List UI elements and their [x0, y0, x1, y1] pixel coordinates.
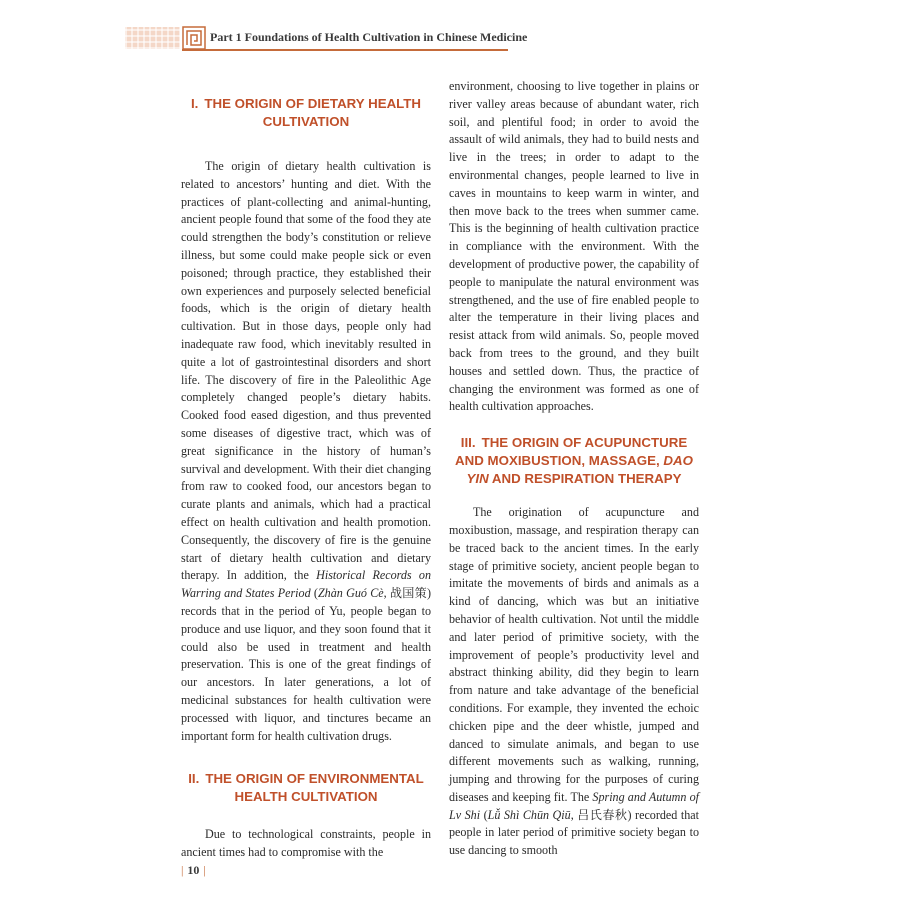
book-title-lv-shi: Spring and Autumn of Lv Shi: [449, 789, 699, 822]
header-decoration: [125, 27, 180, 49]
section-2-heading: [181, 770, 431, 806]
right-column: [449, 78, 699, 860]
left-column: [181, 95, 431, 862]
section-3-number: III.: [460, 435, 476, 451]
book-title-zhan-guo-ce: Historical Records on Warring and States Period: [181, 568, 431, 601]
paren-open: (: [480, 807, 488, 822]
section-3-title-line3: AND RESPIRATION THERAPY: [491, 471, 682, 487]
section-1-paragraph: [181, 158, 431, 745]
section-3-title-dao: DAO: [663, 453, 693, 469]
section-2-title-line1: THE ORIGIN OF ENVIRONMENTAL: [205, 771, 424, 787]
section-3-title-line2: AND MOXIBUSTION, MASSAGE,: [455, 453, 660, 469]
section-2-title-line2: HEALTH CULTIVATION: [234, 789, 378, 805]
section-1-text-b: ) records that in the period of Yu, people began to produce and use liquor, and they soon found that it could also be used in treatment and health preservation. This is one of the great findings of our ancestors. In later generations, a lot of medicinal substances for health cultivation were processed with liquor, and tinctures became an important form for health cultivation drugs.: [181, 586, 431, 743]
pinyin-zhan-guo-ce: Zhàn Guó Cè: [317, 586, 384, 601]
section-1-heading: [181, 95, 431, 131]
meander-icon: [182, 26, 206, 50]
page-number: 10: [187, 863, 200, 877]
section-1-number: I.: [190, 96, 199, 111]
section-3-title-yin: YIN: [466, 471, 489, 487]
section-3-text-a: The origination of acupuncture and moxibustion, massage, and respiration therapy can be traced back to the ancient times. In the early stage of primitive society, ancient people began to imitate the movements of birds and animals as a kind of dancing, which was but an initiative behavior of health cultivation. Not until the middle and later period of primitive society, with the improvement of people’s productivity level and abstract thinking ability, did they begin to learn from nature and take advantage of the beneficial conditions. For example, they invented the echoic chicken pipe and the deer whistle, jumped and danced to simulate animals, and began to use different movements such as walking, running, jumping and throwing for the purposes of curing diseases and keeping fit. The: [449, 505, 699, 804]
header-rule: [182, 49, 508, 51]
paren-open: (: [310, 586, 318, 601]
section-1-title-line2: CULTIVATION: [262, 114, 350, 129]
page-footer: [181, 863, 210, 878]
section-2-paragraph-continued: environment, choosing to live together in plains or river valley areas because of abundant water, rich soil, and plentiful food; in order to avoid the assault of wild animals, they had to build nests and live in the trees; in order to adapt to the environmental changes, people learned to live in caves in mountains to keep warm in winter, and then move back to the trees when summer came. This is the beginning of health cultivation practice in compliance with the environment. With the development of productive power, the capability of people to manipulate the natural environment was strengthened, and the use of fire enabled people to alter the temperature in their living places and resist attack from wild animals. So, people moved back from trees to the ground, and they built houses and settled down. Thus, the practice of changing the environment was formed as one of health cultivation approaches.: [449, 79, 699, 414]
section-1-title-line1: THE ORIGIN OF DIETARY HEALTH: [204, 96, 422, 111]
section-1-text-a: The origin of dietary health cultivation is related to ancestors’ hunting and diet. With the practices of plant-collecting and animal-hunting, ancient people found that some of the food they ate could strengthen the body’s constitution or relieve illness, but some could make people sick or even poisoned; through practice, they established their own experiences and purposely selected beneficial foods, which is the origin of dietary health cultivation. But in those days, people only had inadequate raw food, which inevitably resulted in quite a lot of gastrointestinal disorders and short life. The discovery of fire in the Paleolithic Age completely changed people’s dietary habits. Cooked food eased digestion, and thus prevented some diseases of digestive tract, which was of great significance in the history of human’s survival and development. With their diet changing from raw to cooked food, our ancestors began to curate plants and animals, which had a practical effect on health cultivation and health promotion. Consequently, the discovery of fire is the genuine start of dietary health cultivation and dietary therapy. In addition, the: [181, 159, 431, 583]
section-2-number: II.: [188, 771, 200, 787]
running-header: Part 1 Foundations of Health Cultivation in Chinese Medicine: [210, 30, 528, 44]
section-3-title-line1: THE ORIGIN OF ACUPUNCTURE: [481, 435, 688, 451]
section-3-paragraph: [449, 504, 699, 860]
footer-bar-right: |: [203, 863, 206, 877]
chinese-zhan-guo-ce: , 战国策: [383, 586, 427, 601]
footer-bar-left: |: [181, 863, 184, 877]
section-2-paragraph-start: Due to technological constraints, people in ancient times had to compromise with the: [181, 827, 431, 860]
section-3-heading: [449, 434, 699, 488]
pinyin-lv-shi: Lǚ Shì Chūn Qiū: [487, 807, 571, 822]
section-3-text-b: ) recorded that people in later period of primitive society began to use dancing to smooth: [449, 807, 699, 858]
chinese-lv-shi: , 吕氏春秋: [570, 807, 628, 822]
